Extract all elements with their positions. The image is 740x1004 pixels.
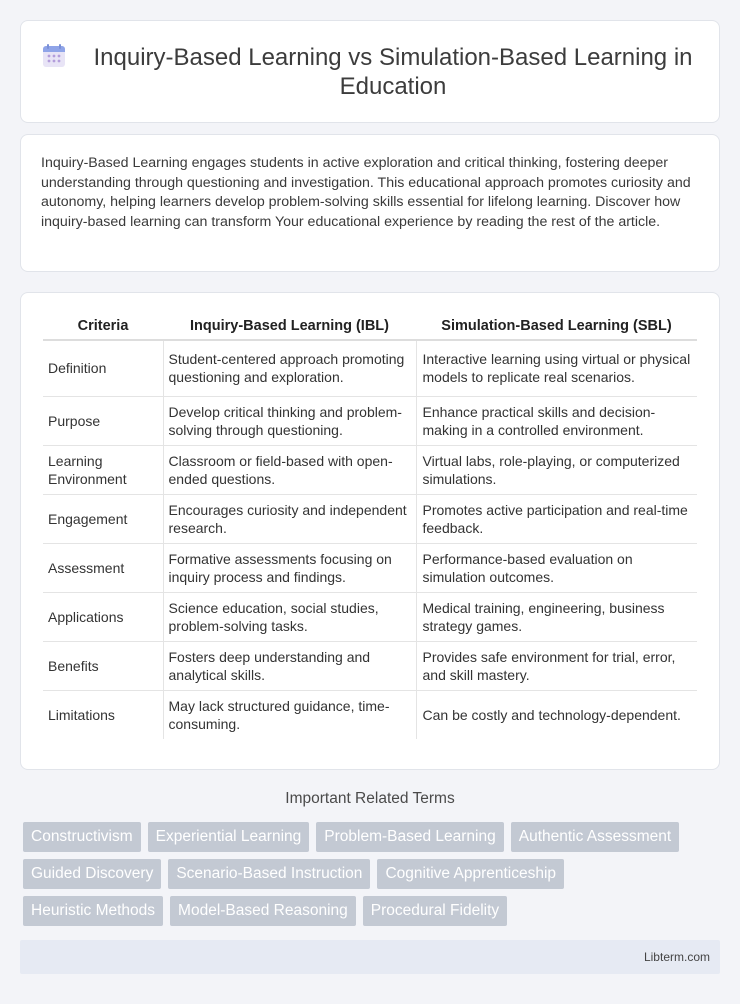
criteria-cell: Purpose bbox=[43, 396, 163, 445]
header-sbl: Simulation-Based Learning (SBL) bbox=[416, 311, 697, 340]
sbl-cell: Performance-based evaluation on simulation outcomes. bbox=[416, 543, 697, 592]
criteria-cell: Benefits bbox=[43, 641, 163, 690]
tag-row bbox=[23, 822, 723, 852]
ibl-cell: Encourages curiosity and independent research. bbox=[163, 494, 416, 543]
comparison-table bbox=[43, 311, 697, 739]
related-terms-list bbox=[23, 822, 723, 933]
sbl-cell: Enhance practical skills and decision-making in a controlled environment. bbox=[416, 396, 697, 445]
calendar-icon bbox=[41, 43, 67, 69]
tag-row bbox=[23, 896, 723, 926]
sbl-cell: Can be costly and technology-dependent. bbox=[416, 690, 697, 739]
criteria-cell: Applications bbox=[43, 592, 163, 641]
ibl-cell: Science education, social studies, problem-solving tasks. bbox=[163, 592, 416, 641]
criteria-cell: Engagement bbox=[43, 494, 163, 543]
related-terms-heading: Important Related Terms bbox=[285, 790, 455, 807]
tag-authentic-assessment[interactable]: Authentic Assessment bbox=[511, 822, 680, 852]
tag-problem-based-learning[interactable]: Problem-Based Learning bbox=[316, 822, 503, 852]
criteria-cell: Assessment bbox=[43, 543, 163, 592]
tag-scenario-based-instruction[interactable]: Scenario-Based Instruction bbox=[168, 859, 370, 889]
intro-text: Inquiry-Based Learning engages students in active exploration and critical thinking, fostering deeper understanding through questioning and investigation. This educational approach promotes curiosity and autonomy, helping learners develop problem-solving skills essential for lifelong learning. Discover how inquiry-based learning can transform Your educational experience by reading the rest of the article. bbox=[41, 155, 691, 230]
ibl-cell: Classroom or field-based with open-ended questions. bbox=[163, 445, 416, 494]
page-title: Inquiry-Based Learning vs Simulation-Based Learning in Education bbox=[93, 43, 693, 100]
header-ibl: Inquiry-Based Learning (IBL) bbox=[163, 311, 416, 340]
criteria-cell: Learning Environment bbox=[43, 445, 163, 494]
table-row bbox=[43, 494, 697, 543]
table-row bbox=[43, 641, 697, 690]
ibl-cell: Student-centered approach promoting questioning and exploration. bbox=[163, 340, 416, 396]
table-row bbox=[43, 592, 697, 641]
sbl-cell: Virtual labs, role-playing, or computerized simulations. bbox=[416, 445, 697, 494]
table-row bbox=[43, 543, 697, 592]
sbl-cell: Interactive learning using virtual or physical models to replicate real scenarios. bbox=[416, 340, 697, 396]
criteria-cell: Definition bbox=[43, 340, 163, 396]
tag-guided-discovery[interactable]: Guided Discovery bbox=[23, 859, 161, 889]
tag-row bbox=[23, 859, 723, 889]
table-row bbox=[43, 690, 697, 739]
intro-card bbox=[20, 134, 720, 272]
footer bbox=[20, 940, 720, 974]
ibl-cell: Develop critical thinking and problem-solving through questioning. bbox=[163, 396, 416, 445]
sbl-cell: Medical training, engineering, business strategy games. bbox=[416, 592, 697, 641]
tag-constructivism[interactable]: Constructivism bbox=[23, 822, 141, 852]
sbl-cell: Promotes active participation and real-time feedback. bbox=[416, 494, 697, 543]
tag-heuristic-methods[interactable]: Heuristic Methods bbox=[23, 896, 163, 926]
ibl-cell: Fosters deep understanding and analytical skills. bbox=[163, 641, 416, 690]
table-row bbox=[43, 340, 697, 396]
tag-experiential-learning[interactable]: Experiential Learning bbox=[148, 822, 310, 852]
ibl-cell: May lack structured guidance, time-consuming. bbox=[163, 690, 416, 739]
tag-cognitive-apprenticeship[interactable]: Cognitive Apprenticeship bbox=[377, 859, 564, 889]
tag-procedural-fidelity[interactable]: Procedural Fidelity bbox=[363, 896, 507, 926]
sbl-cell: Provides safe environment for trial, error, and skill mastery. bbox=[416, 641, 697, 690]
table-row bbox=[43, 396, 697, 445]
header-criteria: Criteria bbox=[43, 311, 163, 340]
comparison-card bbox=[20, 292, 720, 770]
tag-model-based-reasoning[interactable]: Model-Based Reasoning bbox=[170, 896, 356, 926]
ibl-cell: Formative assessments focusing on inquiry process and findings. bbox=[163, 543, 416, 592]
title-card bbox=[20, 20, 720, 123]
table-header-row bbox=[43, 311, 697, 340]
footer-site-link[interactable]: Libterm.com bbox=[643, 950, 710, 964]
criteria-cell: Limitations bbox=[48, 706, 115, 723]
table-row bbox=[43, 445, 697, 494]
